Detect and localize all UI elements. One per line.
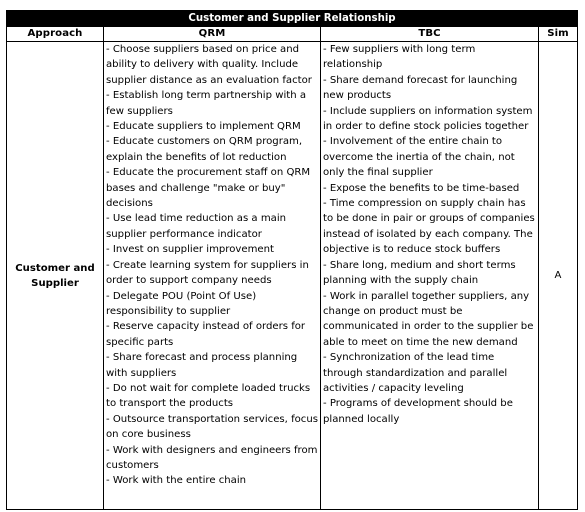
list-item: - Work with designers and engineers from customers: [106, 444, 318, 471]
header-tbc: TBC: [321, 27, 539, 42]
list-item: - Use lead time reduction as a main supplier performance indicator: [106, 213, 287, 240]
list-item: - Work with the entire chain: [106, 475, 247, 487]
list-item: - Synchronization of the lead time through standardization and parallel activities / capacity leveling: [323, 352, 508, 394]
header-qrm: QRM: [104, 27, 321, 42]
list-item: - Share forecast and process planning with suppliers: [106, 352, 298, 379]
tbc-list: [321, 42, 538, 427]
list-item: - Share demand forecast for launching new products: [323, 74, 518, 102]
list-item: - Outsource transportation services, focus on core business: [106, 413, 319, 441]
list-item: - Create learning system for suppliers in order to support company needs: [106, 259, 309, 287]
list-item: - Choose suppliers based on price and ability to delivery with quality. Include supplier distance as an evaluation factor: [106, 44, 312, 86]
header-approach: Approach: [7, 27, 104, 42]
table-title: Customer and Supplier Relationship: [7, 11, 578, 27]
relationship-table: [6, 10, 578, 510]
list-item: - Educate customers on QRM program, explain the benefits of lot reduction: [106, 136, 303, 163]
list-item: - Delegate POU (Point Of Use) responsibility to supplier: [106, 290, 257, 317]
list-item: - Work in parallel together suppliers, any change on product must be communicated in order to the supplier be able to meet on time the new demand: [323, 290, 534, 348]
list-item: - Programs of development should be planned locally: [323, 398, 513, 425]
qrm-cell: [104, 42, 321, 510]
tbc-cell: [321, 42, 539, 510]
sim-cell: A: [539, 42, 578, 510]
list-item: - Do not wait for complete loaded trucks to transport the products: [106, 382, 311, 410]
list-item: - Share long, medium and short terms planning with the supply chain: [323, 259, 516, 287]
header-sim: Sim: [539, 27, 578, 42]
list-item: - Time compression on supply chain has to be done in pair or groups of companies instead of isolated by each company. The objective is to reduce stock buffers: [323, 198, 535, 256]
list-item: - Expose the benefits to be time-based: [323, 182, 520, 194]
header-row: [7, 27, 578, 42]
approach-cell: [7, 42, 104, 510]
list-item: - Involvement of the entire chain to overcome the inertia of the chain, not only the final supplier: [323, 136, 515, 179]
list-item: - Educate the procurement staff on QRM bases and challenge "make or buy" decisions: [106, 167, 311, 210]
approach-label-line1: Customer and: [15, 262, 95, 274]
list-item: - Invest on supplier improvement: [106, 244, 274, 256]
list-item: - Establish long term partnership with a few suppliers: [106, 90, 307, 117]
qrm-list: [104, 42, 320, 489]
list-item: - Educate suppliers to implement QRM: [106, 121, 301, 133]
list-item: - Few suppliers with long term relationship: [323, 44, 476, 71]
list-item: - Include suppliers on information system in order to define stock policies together: [323, 105, 533, 133]
approach-label-line2: Supplier: [31, 277, 79, 289]
table-row: [7, 42, 578, 510]
list-item: - Reserve capacity instead of orders for specific parts: [106, 321, 306, 348]
